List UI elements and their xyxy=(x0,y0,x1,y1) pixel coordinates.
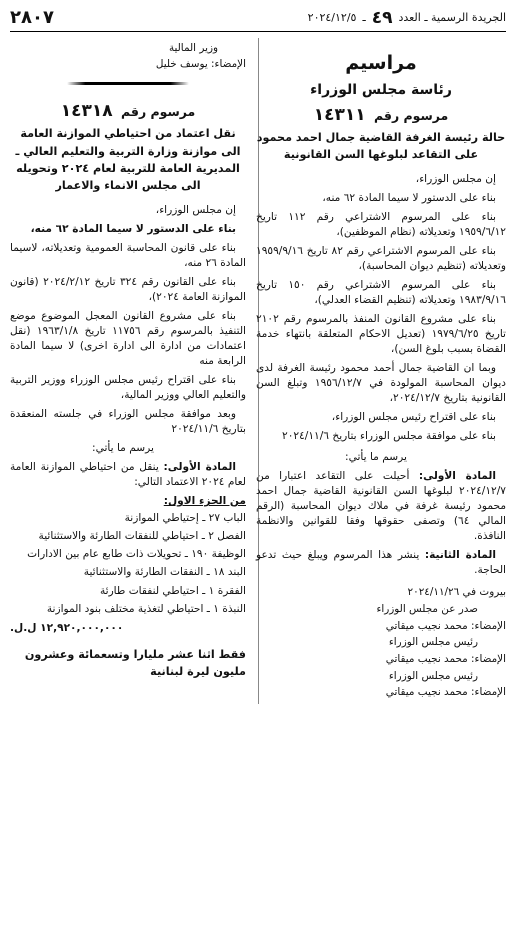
pm-title-2: رئيس مجلس الوزراء xyxy=(388,669,478,682)
amount-line xyxy=(10,621,246,636)
preamble-5: بناء على مشروع القانون المنفذ بالمرسوم رقم ٢١٠٢ تاريخ ١٩٧٩/٦/٢٥ (تعديل الاحكام المتعلقة بانتهاء خدمة القضاة بسبب بلوغ السن)، xyxy=(256,312,506,355)
decree-number-line-2 xyxy=(10,99,246,123)
issue-date: ٢٠٢٤/١٢/٥ xyxy=(307,11,357,25)
budget-lines xyxy=(10,511,246,616)
budget-line-text xyxy=(125,511,246,526)
budget-line-label: البند ١٨ xyxy=(213,566,246,579)
decree-label: مرسوم رقم xyxy=(373,107,449,123)
minister-signature: الإمضاء: يوسف خليل xyxy=(155,58,246,71)
article-2 xyxy=(256,548,506,578)
amount-in-words: فقط اثنا عشر مليارا وتسعمائة وعشرون مليون ليرة لبنانية xyxy=(24,647,246,678)
decree-number-line xyxy=(256,103,506,127)
article-1 xyxy=(256,469,506,544)
budget-line-label: الفقرة ١ xyxy=(208,584,246,597)
page-header xyxy=(10,6,506,30)
budget-line xyxy=(10,584,246,599)
decrees-label-2: يرسم ما يأتي: xyxy=(92,442,154,455)
budget-line-desc: ـ إحتياطي الموازنة xyxy=(124,512,206,525)
decree-separator xyxy=(67,82,190,85)
page-number: ٢٨٠٧ xyxy=(10,7,54,29)
preamble-3: بناء على المرسوم الاشتراعي رقم ٨٢ تاريخ ١٩٥٩/٩/١٦ وتعديلاته (تنظيم ديوان المحاسبة)، xyxy=(256,244,506,272)
place-date: بيروت في ٢٠٢٤/١١/٢٦ xyxy=(407,586,506,599)
minister-block xyxy=(10,40,246,72)
budget-line-label: النبذة ١ xyxy=(213,602,246,615)
authority-title: رئاسة مجلس الوزراء xyxy=(310,81,452,98)
budget-line-desc: ـ تحويلات ذات طابع عام بين الادارات xyxy=(27,548,188,561)
budget-line-label: الفصل ٢ xyxy=(208,530,246,543)
preamble-4: بناء على المرسوم الاشتراعي رقم ١٥٠ تاريخ ١٩٨٣/٩/١٦ وتعديلاته (تنظيم القضاء العدلي)، xyxy=(256,278,506,306)
article-1-b-title: المادة الأولى: xyxy=(163,461,236,474)
issued-by: صدر عن مجلس الوزراء xyxy=(376,603,478,616)
constitution-2: بناء على الدستور لا سيما المادة ٦٢ منه، xyxy=(30,222,236,235)
preamble-2: بناء على المرسوم الاشتراعي رقم ١١٢ تاريخ ١٩٥٩/٦/١٢ وتعديلاته (نظام الموظفين)، xyxy=(256,210,506,238)
budget-line-desc: ـ احتياطي لتغذية مختلف بنود الموازنة xyxy=(46,602,210,615)
budget-line-label: الوظيفة ١٩٠ xyxy=(191,548,246,561)
header-gazette xyxy=(308,6,506,30)
signature-3: الإمضاء: محمد نجيب ميقاتي xyxy=(385,686,506,699)
part-heading: من الجزء الاول: xyxy=(163,495,246,508)
preamble-8: بناء على موافقة مجلس الوزراء بتاريخ ٢٠٢٤/١١/٦ xyxy=(282,430,496,443)
preamble2-4: وبعد موافقة مجلس الوزراء في جلسته المنعقدة بتاريخ ٢٠٢٤/١١/٦ xyxy=(10,408,246,436)
budget-line-text xyxy=(84,565,246,580)
signature-block xyxy=(256,584,506,700)
budget-line-text xyxy=(100,584,246,599)
header-dash: ـ xyxy=(362,11,366,25)
intro-2: إن مجلس الوزراء، xyxy=(155,203,236,216)
article-1-text: أحيلت على التقاعد اعتبارا من ٢٠٢٤/١٢/٧ لبلوغها السن القانونية القاضية جمال احمد محمود رئيسة غرفة في ملاك ديوان المحاسبة (الرقم المالي ٦٤) وتصفى حقوقها وفقا للقوانين والانظمة النافذة. xyxy=(256,470,506,543)
preamble-0: إن مجلس الوزراء، xyxy=(415,172,496,185)
preamble-1: بناء على الدستور لا سيما المادة ٦٢ منه، xyxy=(322,191,496,204)
budget-line xyxy=(10,565,246,580)
article-1-b xyxy=(10,460,246,490)
budget-line-text xyxy=(27,547,246,562)
article-2-text: ينشر هذا المرسوم ويبلغ حيث تدعو الحاجة. xyxy=(256,549,506,577)
header-rule xyxy=(10,31,506,32)
article-2-title: المادة الثانية: xyxy=(424,549,497,562)
left-column xyxy=(10,38,246,924)
preamble2-2: بناء على مشروع القانون المعجل الموضوع موضع التنفيذ بالمرسوم رقم ١١٧٥٦ تاريخ ١٩٦٣/١/٨ (نقل اعتمادات من ادارة الى ادارة اخرى) لا سيما المادة الرابعة منه xyxy=(10,310,246,368)
section-title: مراسيم xyxy=(345,52,417,74)
preamble2-0: بناء على قانون المحاسبة العمومية وتعديلاته، لاسيما المادة ٢٦ منه، xyxy=(10,241,246,269)
budget-line xyxy=(10,602,246,617)
decree-number: ١٤٣١١ xyxy=(313,104,366,125)
article-1-title: المادة الأولى: xyxy=(418,470,497,483)
preamble-7: بناء على اقتراح رئيس مجلس الوزراء، xyxy=(331,411,496,424)
decree-label-2: مرسوم رقم xyxy=(120,104,196,120)
preamble2-3: بناء على اقتراح رئيس مجلس الوزراء ووزير التربية والتعليم العالي ووزير المالية، xyxy=(10,374,246,402)
signature-1: الإمضاء: محمد نجيب ميقاتي xyxy=(385,619,506,632)
budget-line xyxy=(10,529,246,544)
right-column xyxy=(256,38,506,924)
decrees-label: يرسم ما يأتي: xyxy=(345,451,407,464)
preamble-6: وبما ان القاضية جمال أحمد محمود رئيسة الغرفة لدى ديوان المحاسبة المولودة في ١٩٥٦/١٢/٧ وتبلغ السن القانونية بتاريخ ٢٠٢٤/١٢/٧، xyxy=(256,362,507,405)
budget-line xyxy=(10,511,246,526)
amount-value: ١٢,٩٢٠,٠٠٠,٠٠٠ xyxy=(40,621,124,634)
gazette-name: الجريدة الرسمية ـ العدد xyxy=(398,11,506,25)
decree-subject: حالة رئيسة الغرفة القاضية جمال احمد محمود على التقاعد لبلوغها السن القانونية xyxy=(256,130,506,162)
budget-line-desc: ـ النفقات الطارئة والاستثنائية xyxy=(83,566,210,579)
budget-line-text xyxy=(47,602,246,617)
budget-line-label: الباب ٢٧ xyxy=(208,512,246,525)
issue-number: ٤٩ xyxy=(371,7,393,28)
signature-2: الإمضاء: محمد نجيب ميقاتي xyxy=(385,653,506,665)
amount-currency: ل.ل. xyxy=(10,621,37,634)
decree-number-2: ١٤٣١٨ xyxy=(60,101,113,122)
pm-title-1: رئيس مجلس الوزراء xyxy=(388,636,478,649)
decree-subject-2: نقل اعتماد من احتياطي الموازنة العامة الى موازنة وزارة التربية والتعليم العالي ـ المديرية العامة للتربية لعام ٢٠٢٤ وتحويله الى مجلس الانماء والاعمار xyxy=(15,127,241,193)
budget-line-desc: ـ احتياطي لنفقات طارئة xyxy=(99,584,206,597)
article-1-b-text: ينقل من احتياطي الموازنة العامة لعام ٢٠٢٤ الاعتماد التالي: xyxy=(10,461,246,489)
budget-line xyxy=(10,547,246,562)
budget-line-text xyxy=(39,529,246,544)
minister-title: وزير المالية xyxy=(168,42,218,54)
preamble2-1: بناء على القانون رقم ٣٢٤ تاريخ ٢٠٢٤/٢/١٢ (قانون الموازنة العامة ٢٠٢٤)، xyxy=(10,275,246,303)
budget-line-desc: ـ احتياطي للنفقات الطارئة والاستثنائية xyxy=(38,530,205,543)
